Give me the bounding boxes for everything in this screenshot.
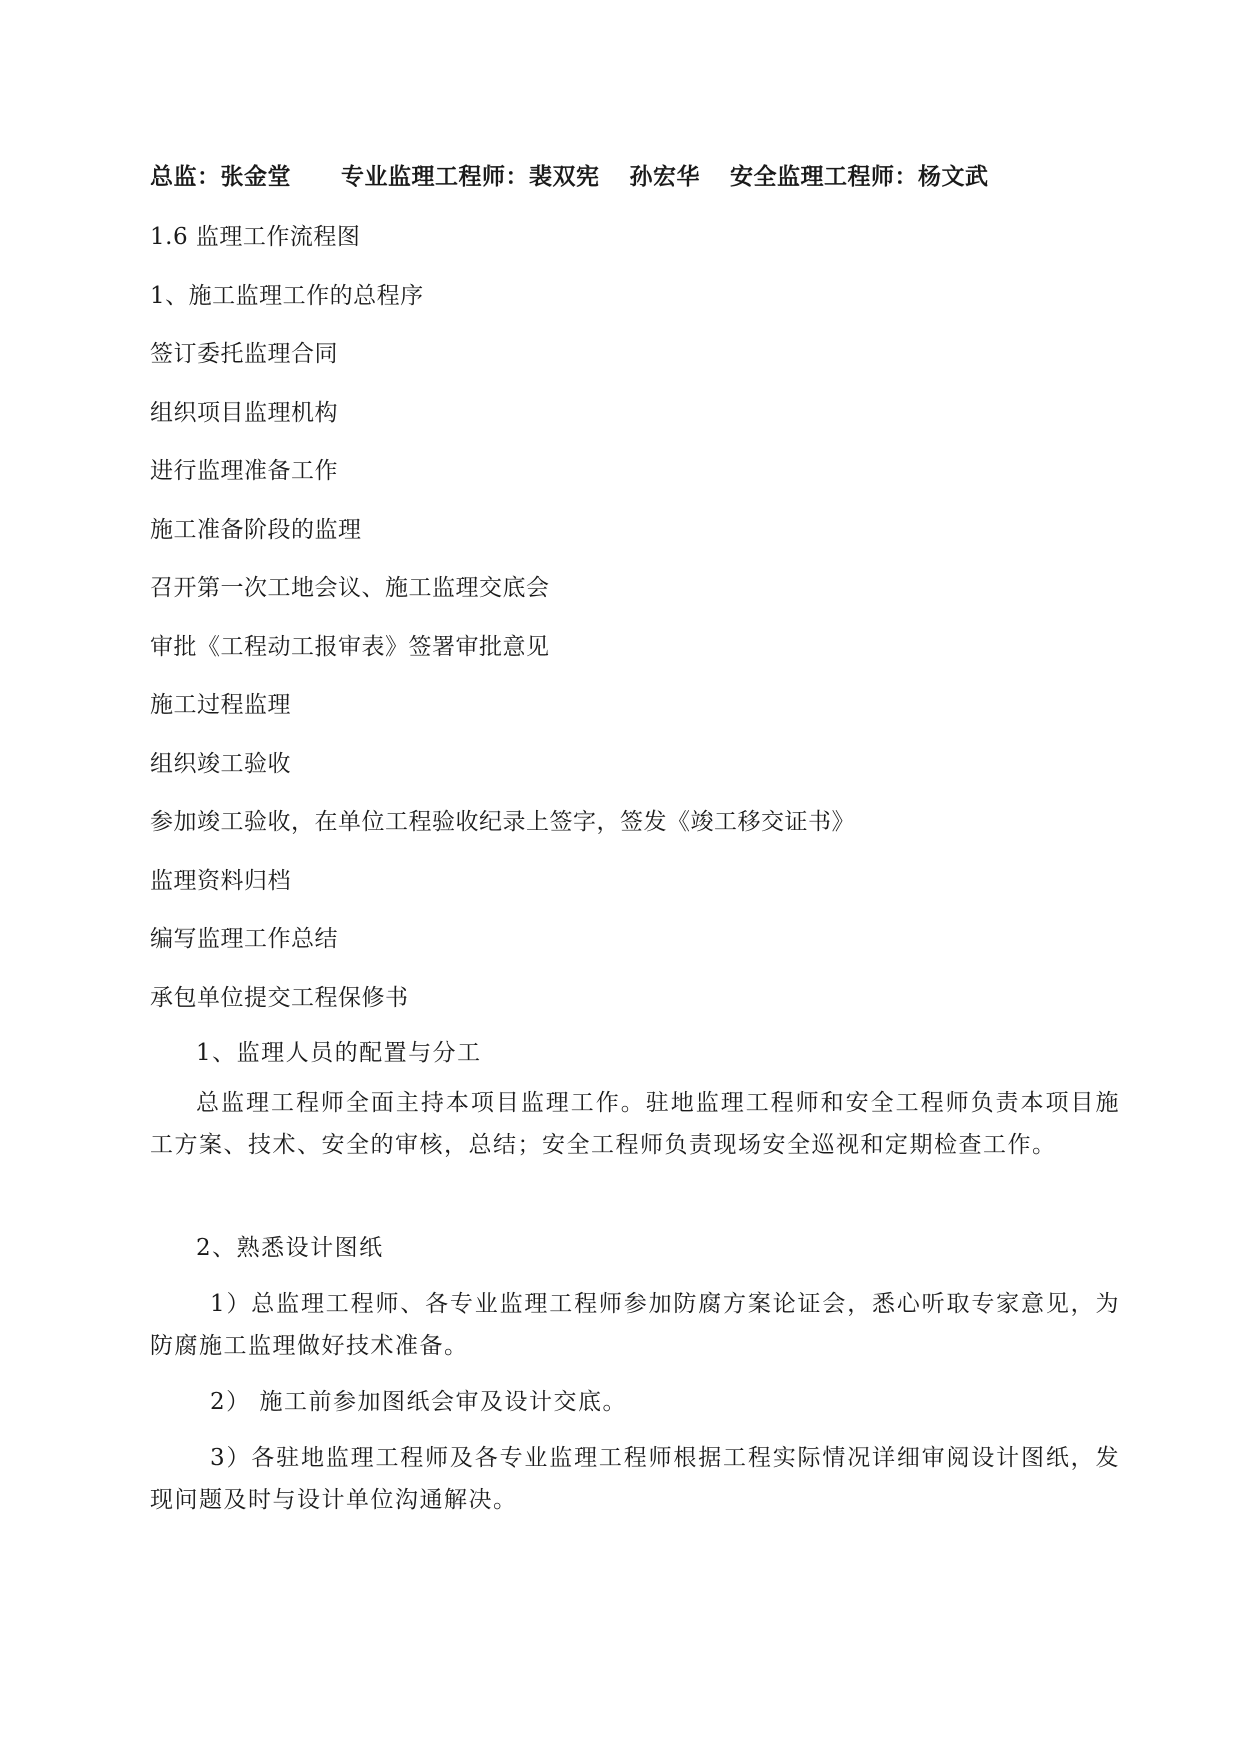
flow-step: 监理资料归档	[150, 867, 291, 894]
section-heading: 1.6 监理工作流程图	[150, 224, 361, 250]
flow-step: 进行监理准备工作	[150, 458, 338, 484]
procedure-title: 1、施工监理工作的总程序	[150, 282, 424, 309]
flow-step: 组织竣工验收	[150, 750, 291, 777]
safety-engineer: 安全监理工程师：杨文武	[730, 164, 989, 190]
drawings-section	[150, 1227, 1120, 1521]
drawings-item-2: 2） 施工前参加图纸会审及设计交底。	[210, 1389, 627, 1415]
drawings-item-3: 3）各驻地监理工程师及各专业监理工程师根据工程实际情况详细审阅设计图纸，发现问题及时与设计单位沟通解决。	[150, 1445, 1120, 1513]
drawings-item-1: 1）总监理工程师、各专业监理工程师参加防腐方案论证会，悉心听取专家意见，为防腐施工监理做好技术准备。	[150, 1291, 1120, 1359]
staffing-heading: 1、监理人员的配置与分工	[196, 1040, 482, 1066]
staff-line	[150, 158, 989, 191]
specialist-engineer: 专业监理工程师：裴双宪	[341, 164, 600, 190]
flow-step: 组织项目监理机构	[150, 399, 338, 426]
drawings-heading: 2、熟悉设计图纸	[196, 1235, 384, 1261]
flow-step: 签订委托监理合同	[150, 341, 338, 367]
flow-step: 参加竣工验收，在单位工程验收纪录上签字，签发《竣工移交证书》	[150, 809, 855, 835]
flow-step: 审批《工程动工报审表》签署审批意见	[150, 633, 550, 660]
specialist-engineer-2: 孙宏华	[629, 164, 700, 190]
staffing-body: 总监理工程师全面主持本项目监理工作。驻地监理工程师和安全工程师负责本项目施工方案、技术、安全的审核，总结；安全工程师负责现场安全巡视和定期检查工作。	[150, 1090, 1120, 1158]
staffing-section	[150, 1032, 1120, 1166]
flow-step: 承包单位提交工程保修书	[150, 984, 409, 1011]
flow-step: 编写监理工作总结	[150, 926, 338, 952]
flow-step: 召开第一次工地会议、施工监理交底会	[150, 575, 550, 601]
flow-list	[150, 222, 855, 1041]
flow-step: 施工准备阶段的监理	[150, 516, 362, 543]
flow-step: 施工过程监理	[150, 692, 291, 718]
chief-supervisor: 总监：张金堂	[150, 164, 291, 190]
